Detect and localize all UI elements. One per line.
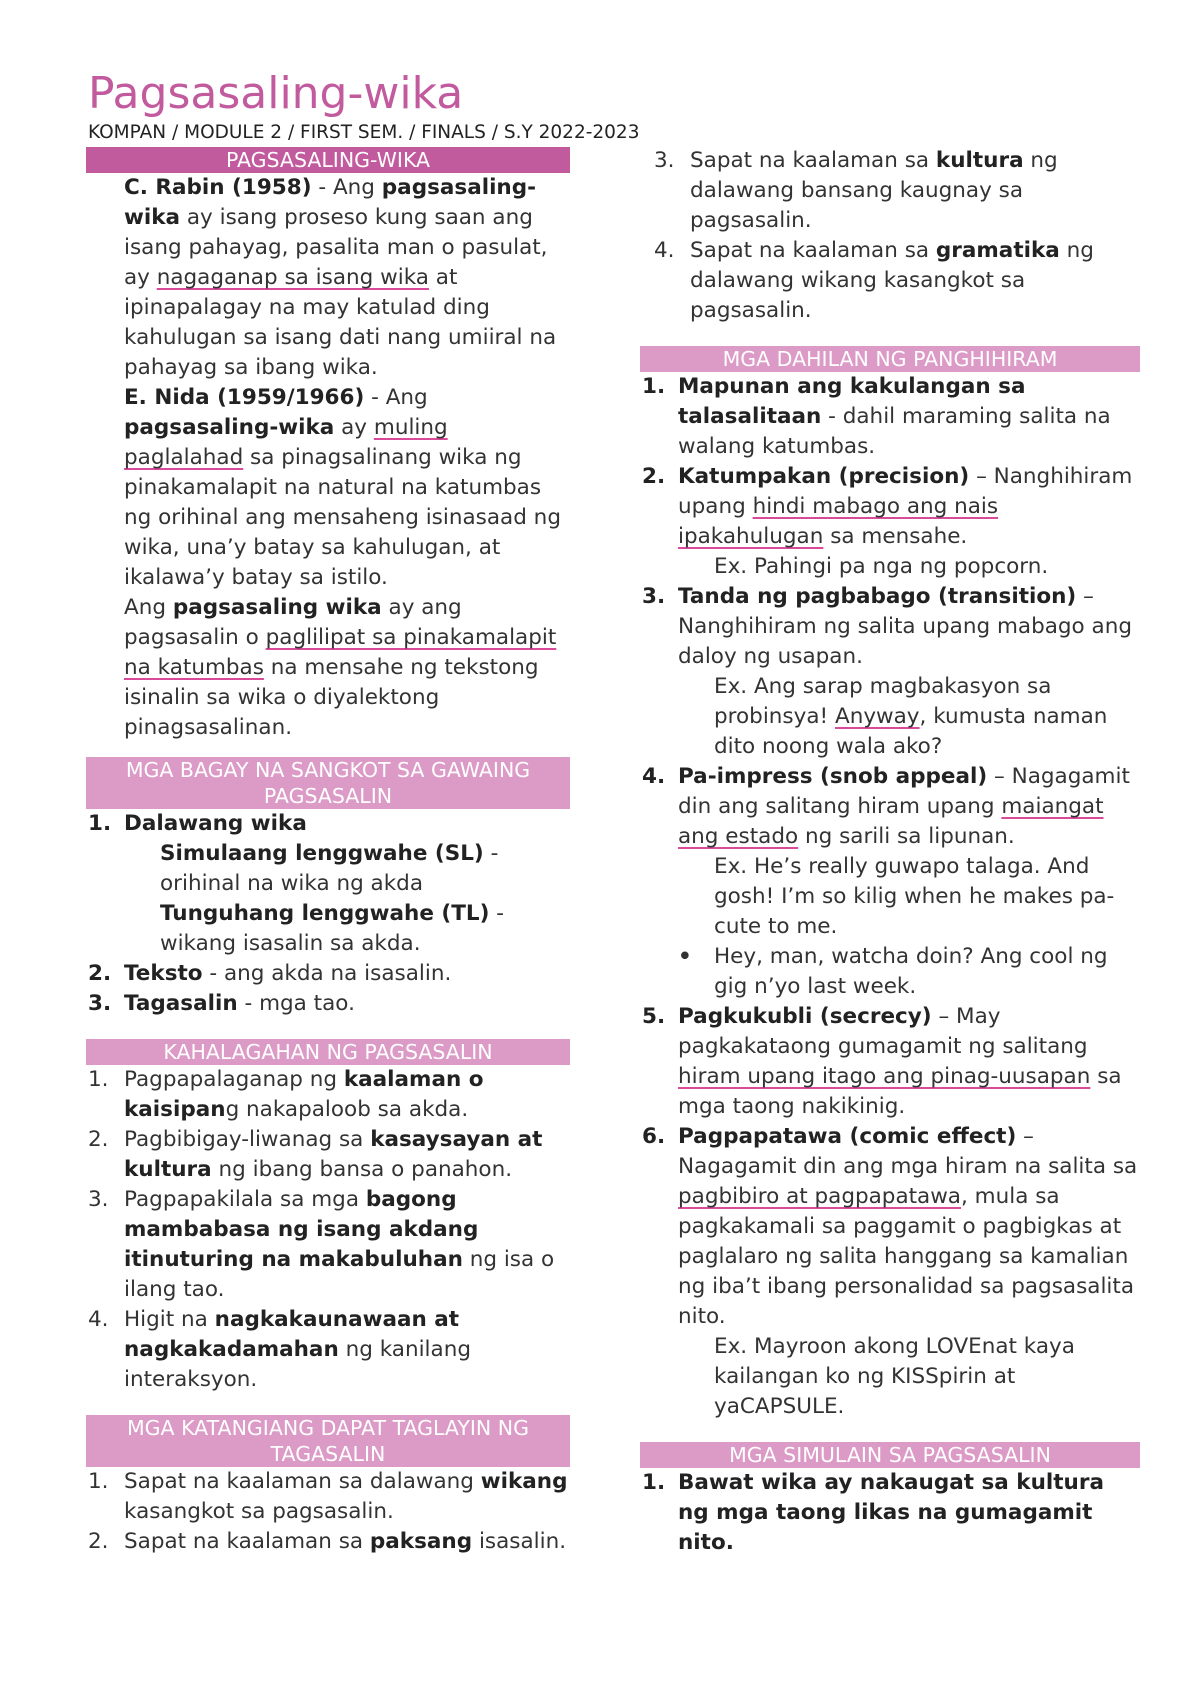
- sub-item-tl: [86, 899, 570, 959]
- list-number: 1.: [88, 1067, 109, 1092]
- text: at ipinapalagay na may katulad ding kahulugan sa isang dati nang umiiral na pahayag sa ibang wika.: [124, 265, 557, 380]
- list-item: [86, 959, 570, 989]
- text: Ex. Ang sarap magbakasyon sa probinsya!: [714, 674, 1052, 729]
- list-number: 3.: [88, 991, 112, 1016]
- bold-term: Tunguhang lenggwahe (TL): [160, 901, 490, 926]
- text: Sapat na kaalaman sa dalawang: [124, 1469, 481, 1494]
- katangian-list-part1: [86, 1467, 570, 1557]
- bold-term: pagsasaling-wika: [124, 415, 335, 440]
- text: – Nanghihiram ng salita upang mabago ang daloy ng usapan.: [678, 584, 1132, 669]
- bold-term: Pagkukubli (secrecy): [678, 1004, 932, 1029]
- text: ng kanilang interaksyon.: [124, 1337, 471, 1392]
- text: - Ang: [364, 385, 428, 410]
- left-column: [86, 147, 570, 1557]
- text: – May pagkakataong gumagamit ng salitang: [678, 1004, 1088, 1059]
- text: Sapat na kaalaman sa: [690, 238, 936, 263]
- bold-term: kasaysayan at kultura: [124, 1127, 543, 1182]
- right-column: [640, 146, 1140, 1558]
- definition-general: [124, 593, 570, 743]
- bold-term: kaalaman o kaisipan: [124, 1067, 484, 1122]
- dahilan-list: [640, 372, 1140, 1422]
- bold-term: pagsasaling wika: [172, 595, 382, 620]
- text: - mga tao.: [237, 991, 355, 1016]
- bold-term: paksang: [369, 1529, 473, 1554]
- text: - orihinal na wika ng akda: [160, 841, 499, 896]
- list-number: 2.: [88, 961, 112, 986]
- kahalagahan-list: [86, 1065, 570, 1395]
- list-number: 2.: [88, 1127, 109, 1152]
- text: – Nanghihiram upang: [678, 464, 1133, 519]
- text: Pagpapalaganap ng: [124, 1067, 344, 1092]
- text: - wikang isasalin sa akda.: [160, 901, 505, 956]
- text: sa mensahe.: [823, 524, 968, 549]
- underlined-phrase: nagaganap sa isang wika: [156, 265, 429, 290]
- section-header-dahilan: MGA DAHILAN NG PANGHIHIRAM: [640, 346, 1140, 372]
- bold-term: wikang: [480, 1469, 568, 1494]
- bold-term: Pagpapatawa (comic effect): [678, 1124, 1017, 1149]
- list-number: 5.: [642, 1004, 666, 1029]
- list-number: 4.: [654, 238, 675, 263]
- list-number: 2.: [88, 1529, 109, 1554]
- list-number: 1.: [642, 1470, 666, 1495]
- list-item: [86, 809, 570, 839]
- text: Pagbibigay-liwanag sa: [124, 1127, 371, 1152]
- definition-rabin: [124, 173, 570, 383]
- sub-item-sl: [86, 839, 570, 899]
- text: Hey, man, watcha doin? Ang cool ng gig n’yo last week.: [714, 944, 1108, 999]
- page-title: Pagsasaling-wika: [88, 68, 464, 119]
- text: Ang: [124, 595, 173, 620]
- list-item: [640, 1122, 1140, 1422]
- list-number: 1.: [88, 1469, 109, 1494]
- bagay-list: [86, 809, 570, 1019]
- bold-term: pagsasaling-wika: [124, 175, 537, 230]
- bold-term: Tagasalin: [124, 991, 238, 1016]
- list-item: [652, 236, 1140, 326]
- underlined-phrase: pagbibiro at pagpapatawa: [678, 1184, 961, 1209]
- text: - dahil maraming salita na walang katumbas.: [678, 404, 1111, 459]
- author-nida: E. Nida (1959/1966): [124, 385, 365, 410]
- list-item: [86, 1467, 570, 1527]
- list-item: [86, 989, 570, 1019]
- text: Higit na: [124, 1307, 215, 1332]
- bullet-icon: •: [678, 944, 692, 969]
- text: ng ibang bansa o panahon.: [211, 1157, 513, 1182]
- text: isasalin.: [472, 1529, 567, 1554]
- underlined-phrase: Anyway: [834, 704, 920, 729]
- list-item: [640, 1002, 1140, 1122]
- list-item: [652, 146, 1140, 236]
- text: - Ang: [311, 175, 382, 200]
- underlined-phrase: hiram upang itago ang pinag-uusapan: [678, 1064, 1091, 1089]
- underlined-phrase: maiangat ang estado: [678, 794, 1104, 849]
- list-number: 4.: [642, 764, 666, 789]
- text: na mensahe ng tekstong isinalin sa wika o diyalektong pinagsasalinan.: [124, 655, 539, 740]
- list-item: [640, 372, 1140, 462]
- bold-term: bagong mambabasa ng isang akdang itinuturing na makabuluhan: [124, 1187, 479, 1272]
- underlined-phrase: paglilipat sa pinakamalapit na katumbas: [124, 625, 557, 680]
- example-text: [678, 672, 1140, 762]
- bold-term: Simulaang lenggwahe (SL): [160, 841, 484, 866]
- spacer: [640, 1422, 1140, 1442]
- list-item: [640, 582, 1140, 762]
- list-number: 4.: [88, 1307, 109, 1332]
- text: , mula sa pagkakamali sa paggamit o pagbigkas at paglalaro ng salita hanggang sa kamalian ng iba’t ibang personalidad sa pagsasalita nito.: [678, 1184, 1135, 1329]
- text: ng dalawang wikang kasangkot sa pagsasalin.: [690, 238, 1094, 323]
- simulain-list: [640, 1468, 1140, 1558]
- section-header-simulain: MGA SIMULAIN SA PAGSASALIN: [640, 1442, 1140, 1468]
- list-item: [640, 762, 1140, 1002]
- example-text: Ex. He’s really guwapo talaga. And gosh! I’m so kilig when he makes pa-cute to me.: [714, 854, 1115, 939]
- katangian-list-part2: [640, 146, 1140, 326]
- text: ay isang proseso kung saan ang isang pahayag, pasalita man o pasulat, ay: [124, 205, 548, 290]
- bold-term: Dalawang wika: [124, 811, 307, 836]
- definitions-block: [86, 173, 570, 743]
- text: - ang akda na isasalin.: [202, 961, 452, 986]
- list-number: 3.: [88, 1187, 109, 1212]
- spacer: [86, 743, 570, 757]
- list-number: 1.: [642, 374, 666, 399]
- bold-term: Teksto: [124, 961, 203, 986]
- bold-term: nagkakaunawaan at nagkakadamahan: [124, 1307, 460, 1362]
- text: Sapat na kaalaman sa: [690, 148, 936, 173]
- list-number: 1.: [88, 811, 112, 836]
- text: sa mga taong nakikinig.: [678, 1064, 1122, 1119]
- example-text: Ex. Mayroon akong LOVEnat kaya kailangan ko ng KISSpirin at yaCAPSULE.: [714, 1334, 1075, 1419]
- bold-term: Pa-impress (snob appeal): [678, 764, 988, 789]
- author-rabin: C. Rabin (1958): [124, 175, 312, 200]
- definition-nida: [124, 383, 570, 593]
- text: – Nagagamit din ang mga hiram na salita sa: [678, 1124, 1138, 1179]
- list-item: [640, 462, 1140, 582]
- list-item: [86, 1527, 570, 1557]
- text: , kumusta naman dito noong wala ako?: [714, 704, 1108, 759]
- list-number: 6.: [642, 1124, 666, 1149]
- text: kasangkot sa pagsasalin.: [124, 1499, 394, 1524]
- section-header-kahalagahan: KAHALAGAHAN NG PAGSASALIN: [86, 1039, 570, 1065]
- text: g nakapaloob sa akda.: [225, 1097, 469, 1122]
- text: ng sarili sa lipunan.: [798, 824, 1015, 849]
- example-text: Ex. Pahingi pa nga ng popcorn.: [714, 554, 1049, 579]
- spacer: [86, 1395, 570, 1415]
- section-header-pagsasaling-wika: PAGSASALING-WIKA: [86, 147, 570, 173]
- list-item: [86, 1125, 570, 1185]
- section-header-bagay: MGA BAGAY NA SANGKOT SA GAWAING PAGSASALIN: [86, 757, 570, 809]
- spacer: [640, 326, 1140, 346]
- list-number: 3.: [654, 148, 675, 173]
- bold-term: gramatika: [935, 238, 1060, 263]
- bold-term: Katumpakan (precision): [678, 464, 970, 489]
- list-item: [86, 1065, 570, 1125]
- bold-term: kultura: [935, 148, 1024, 173]
- bullet-item: [642, 942, 1140, 1002]
- list-item: [640, 1468, 1140, 1558]
- underlined-phrase: muling paglalahad: [124, 415, 448, 470]
- underlined-phrase: hindi mabago ang nais ipakahulugan: [678, 494, 999, 549]
- text: Sapat na kaalaman sa: [124, 1529, 370, 1554]
- bold-term: Mapunan ang kakulangan sa talasalitaan: [678, 374, 1026, 429]
- text: ng isa o ilang tao.: [124, 1247, 555, 1302]
- list-number: 3.: [642, 584, 666, 609]
- text: ay ang pagsasalin o: [124, 595, 462, 650]
- text: ng dalawang bansang kaugnay sa pagsasalin.: [690, 148, 1058, 233]
- bold-term: Bawat wika ay nakaugat sa kultura ng mga taong likas na gumagamit nito.: [678, 1470, 1104, 1555]
- page-subtitle: KOMPAN / MODULE 2 / FIRST SEM. / FINALS / S.Y 2022-2023: [88, 122, 640, 143]
- text: Pagpapakilala sa mga: [124, 1187, 366, 1212]
- list-item: [86, 1305, 570, 1395]
- spacer: [86, 1019, 570, 1039]
- text: sa pinagsalinang wika ng pinakamalapit na natural na katumbas ng orihinal ang mensaheng isinasaad ng wika, una’y batay sa kahulugan, at ikalawa’y batay sa istilo.: [124, 445, 561, 590]
- list-number: 2.: [642, 464, 666, 489]
- text: – Nagagamit din ang salitang hiram upang: [678, 764, 1130, 819]
- text: ay: [334, 415, 374, 440]
- section-header-katangian: MGA KATANGIANG DAPAT TAGLAYIN NG TAGASALIN: [86, 1415, 570, 1467]
- list-item: [86, 1185, 570, 1305]
- bold-term: Tanda ng pagbabago (transition): [678, 584, 1077, 609]
